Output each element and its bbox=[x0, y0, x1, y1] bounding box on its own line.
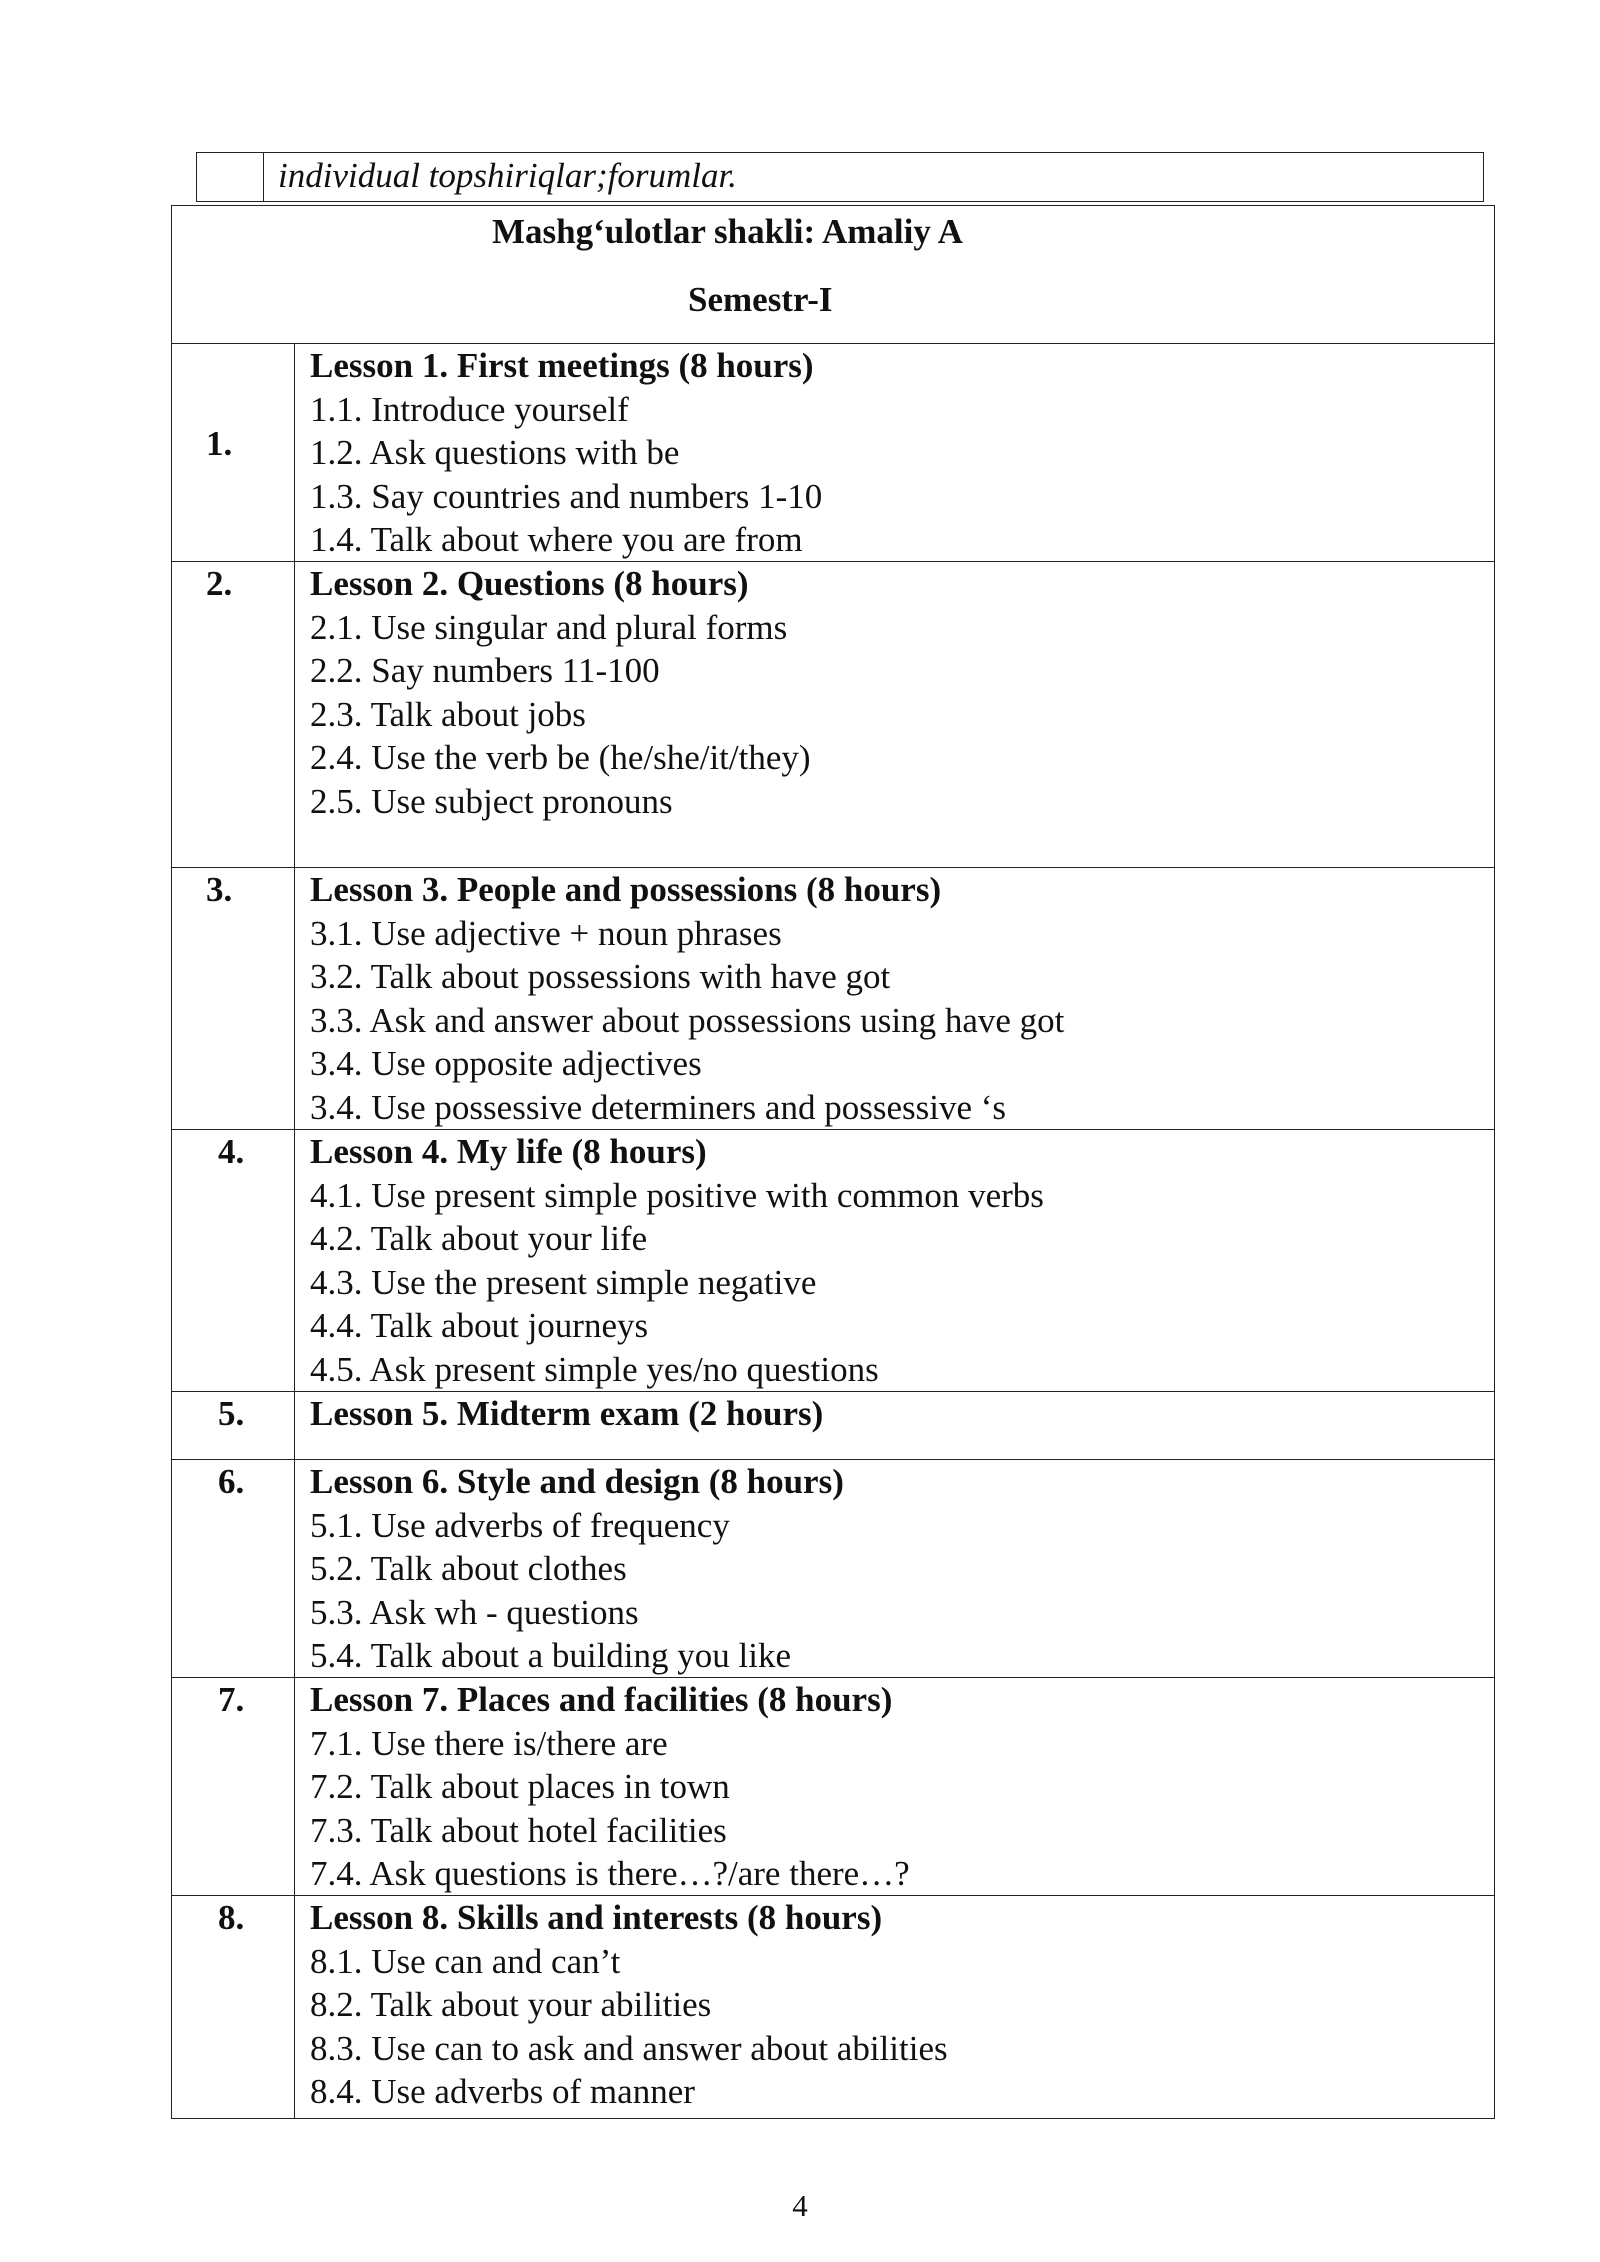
lesson-content bbox=[310, 1460, 844, 1678]
lesson-content bbox=[310, 868, 1064, 1130]
lesson-item: 4.5. Ask present simple yes/no questions bbox=[310, 1349, 879, 1389]
lesson-number: 4. bbox=[218, 1132, 245, 1171]
lesson-item: 7.2. Talk about places in town bbox=[310, 1767, 730, 1807]
lesson-item: 3.3. Ask and answer about possessions using have got bbox=[310, 1000, 1065, 1040]
lesson-number: 6. bbox=[218, 1462, 245, 1501]
lesson-item: 3.2. Talk about possessions with have got bbox=[310, 957, 891, 997]
lesson-item: 8.2. Talk about your abilities bbox=[310, 1985, 712, 2025]
lesson-row-6 bbox=[172, 1460, 1494, 1678]
lesson-item: 1.1. Introduce yourself bbox=[310, 389, 629, 429]
top-table-row bbox=[196, 152, 1484, 202]
lesson-title: Lesson 4. My life (8 hours) bbox=[310, 1132, 707, 1171]
lesson-item: 7.3. Talk about hotel facilities bbox=[310, 1810, 727, 1850]
lesson-item: 2.4. Use the verb be (he/she/it/they) bbox=[310, 738, 811, 778]
lesson-item: 1.3. Say countries and numbers 1-10 bbox=[310, 476, 823, 516]
lesson-title: Lesson 6. Style and design (8 hours) bbox=[310, 1462, 844, 1501]
lesson-row-2 bbox=[172, 562, 1494, 868]
lesson-row-8 bbox=[172, 1896, 1494, 2120]
lesson-item: 3.1. Use adjective + noun phrases bbox=[310, 913, 782, 953]
lesson-row-1 bbox=[172, 344, 1494, 562]
top-row-empty-cell bbox=[197, 153, 264, 201]
lesson-content bbox=[310, 1678, 910, 1896]
lesson-title: Lesson 7. Places and facilities (8 hours) bbox=[310, 1680, 893, 1719]
lesson-number: 3. bbox=[206, 870, 233, 909]
lesson-item: 3.4. Use opposite adjectives bbox=[310, 1044, 702, 1084]
table-title: Mashg‘ulotlar shakli: Amaliy A bbox=[492, 212, 963, 251]
page-number: 4 bbox=[792, 2188, 808, 2223]
lesson-item: 8.1. Use can and can’t bbox=[310, 1941, 621, 1981]
lesson-title: Lesson 3. People and possessions (8 hours) bbox=[310, 870, 942, 909]
lesson-content bbox=[310, 1896, 948, 2114]
lesson-content bbox=[310, 344, 822, 562]
table-header bbox=[172, 206, 1494, 344]
lesson-item: 5.1. Use adverbs of frequency bbox=[310, 1505, 730, 1545]
lesson-number: 5. bbox=[218, 1394, 245, 1433]
semester-label: Semestr-I bbox=[688, 280, 833, 319]
lesson-item: 2.5. Use subject pronouns bbox=[310, 781, 673, 821]
lesson-number: 8. bbox=[218, 1898, 245, 1937]
lesson-item: 4.2. Talk about your life bbox=[310, 1219, 648, 1259]
lesson-title: Lesson 1. First meetings (8 hours) bbox=[310, 346, 814, 385]
lesson-content bbox=[310, 1130, 1044, 1392]
top-row-text: individual topshiriqlar;forumlar. bbox=[278, 156, 737, 195]
lesson-item: 2.2. Say numbers 11-100 bbox=[310, 651, 660, 691]
lesson-title: Lesson 5. Midterm exam (2 hours) bbox=[310, 1394, 824, 1433]
lesson-item: 5.2. Talk about clothes bbox=[310, 1549, 627, 1589]
lesson-item: 4.3. Use the present simple negative bbox=[310, 1262, 817, 1302]
lesson-item: 8.4. Use adverbs of manner bbox=[310, 2072, 695, 2112]
lesson-item: 5.3. Ask wh - questions bbox=[310, 1592, 639, 1632]
lesson-row-5 bbox=[172, 1392, 1494, 1460]
lesson-content bbox=[310, 562, 811, 824]
lesson-number: 2. bbox=[206, 564, 233, 603]
lessons-table bbox=[171, 205, 1495, 2119]
lesson-title: Lesson 2. Questions (8 hours) bbox=[310, 564, 749, 603]
lesson-item: 2.1. Use singular and plural forms bbox=[310, 607, 788, 647]
lesson-item: 1.2. Ask questions with be bbox=[310, 433, 680, 473]
lesson-number: 7. bbox=[218, 1680, 245, 1719]
lesson-item: 8.3. Use can to ask and answer about abilities bbox=[310, 2028, 948, 2068]
lesson-item: 1.4. Talk about where you are from bbox=[310, 520, 803, 560]
lesson-row-7 bbox=[172, 1678, 1494, 1896]
lesson-item: 4.4. Talk about journeys bbox=[310, 1306, 649, 1346]
lesson-number: 1. bbox=[206, 424, 233, 463]
lesson-item: 7.4. Ask questions is there…?/are there…? bbox=[310, 1854, 910, 1894]
lesson-item: 4.1. Use present simple positive with common verbs bbox=[310, 1175, 1044, 1215]
lesson-item: 2.3. Talk about jobs bbox=[310, 694, 586, 734]
lesson-row-3 bbox=[172, 868, 1494, 1130]
lesson-content bbox=[310, 1392, 823, 1436]
lesson-item: 3.4. Use possessive determiners and possessive ‘s bbox=[310, 1087, 1007, 1127]
lesson-item: 7.1. Use there is/there are bbox=[310, 1723, 668, 1763]
lesson-item: 5.4. Talk about a building you like bbox=[310, 1636, 792, 1676]
lesson-title: Lesson 8. Skills and interests (8 hours) bbox=[310, 1898, 883, 1937]
lesson-row-4 bbox=[172, 1130, 1494, 1392]
